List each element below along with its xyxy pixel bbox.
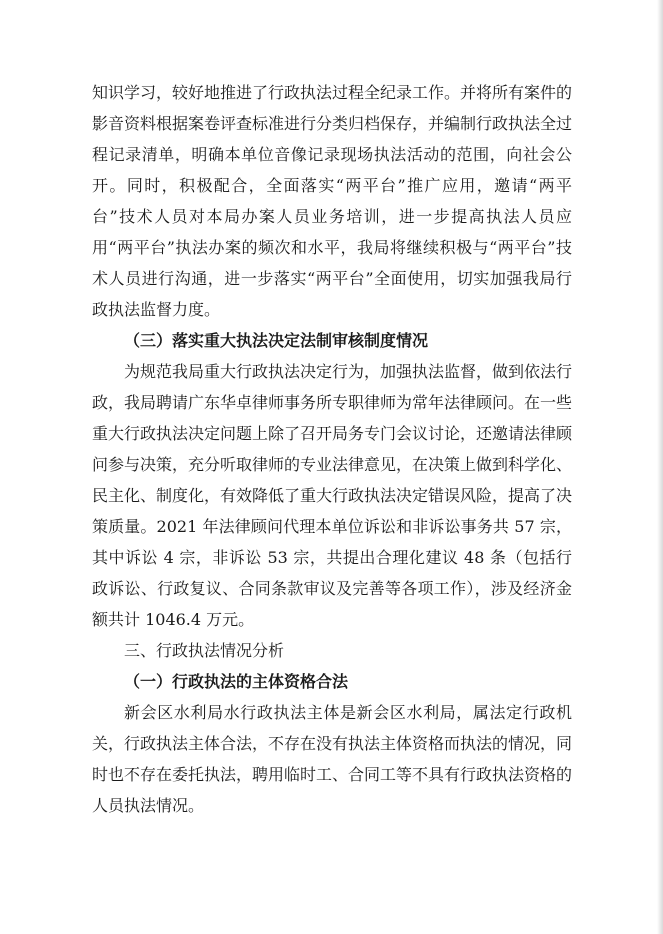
- document-body: [92, 77, 572, 821]
- paragraph-legal-advisor: 为规范我局重大行政执法决定行为，加强执法监督，做到依法行政，我局聘请广东华卓律师事务所专职律师为常年法律顾问。在一些重大行政执法决定问题上除了召开局务专门会议讨论，还邀请法律顾问参与决策，充分听取律师的专业法律意见，在决策上做到科学化、民主化、制度化，有效降低了重大行政执法决定错误风险，提高了决策质量。2021 年法律顾问代理本单位诉讼和非诉讼事务共 57 宗，其中诉讼 4 宗，非诉讼 53 宗，共提出合理化建议 48 条（包括行政诉讼、行政复议、合同条款审议及完善等各项工作），涉及经济金额共计 1046.4 万元。: [92, 362, 573, 629]
- page-edge: [657, 0, 663, 934]
- section-heading-analysis: 三、行政执法情况分析: [124, 641, 285, 660]
- subheading-subject-qualification: （一）行政执法的主体资格合法: [124, 672, 349, 691]
- paragraph-continuation: 知识学习，较好地推进了行政执法过程全纪录工作。并将所有案件的影音资料根据案卷评查标准进行分类归档保存，并编制行政执法全过程记录清单，明确本单位音像记录现场执法活动的范围，向社会公开。同时，积极配合，全面落实“两平台”推广应用，邀请“两平台”技术人员对本局办案人员业务培训，进一步提高执法人员应用“两平台”执法办案的频次和水平，我局将继续积极与“两平台”技术人员进行沟通，进一步落实“两平台”全面使用，切实加强我局行政执法监督力度。: [92, 83, 573, 319]
- paragraph-subject-qualification: 新会区水利局水行政执法主体是新会区水利局，属法定行政机关，行政执法主体合法，不存在没有执法主体资格而执法的情况，同时也不存在委托执法，聘用临时工、合同工等不具有行政执法资格的人员执法情况。: [92, 703, 573, 815]
- subheading-major-decision-review: （三）落实重大执法决定法制审核制度情况: [124, 331, 429, 350]
